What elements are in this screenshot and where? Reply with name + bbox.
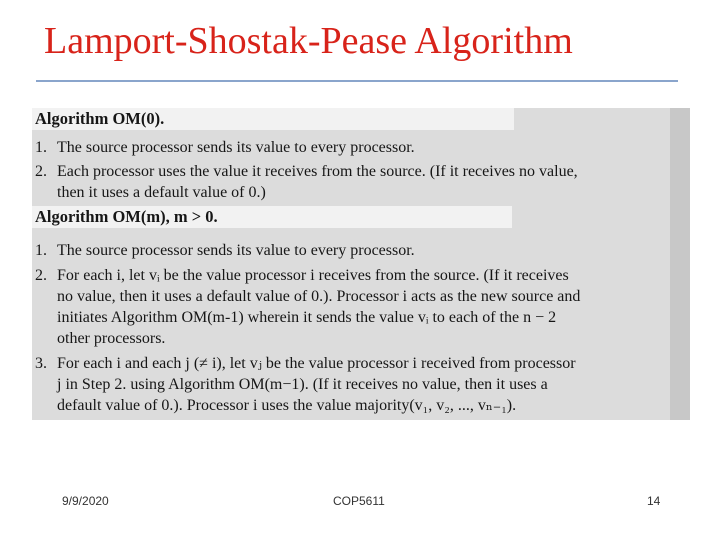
om0-step-2-number: 2. xyxy=(35,163,47,180)
om0-step-1-text: The source processor sends its value to every processor. xyxy=(57,139,415,156)
omm-step-3-text: For each i and each j (≠ i), let vⱼ be the value processor i received from processor xyxy=(57,355,576,372)
footer-course: COP5611 xyxy=(333,494,385,508)
om0-step-2-continuation: then it uses a default value of 0.) xyxy=(57,184,266,201)
title-divider xyxy=(36,80,678,82)
om0-heading: Algorithm OM(0). xyxy=(35,109,165,128)
footer-date: 9/9/2020 xyxy=(62,494,109,508)
om0-step-1-number: 1. xyxy=(35,139,47,156)
scan-side-strip xyxy=(670,108,690,420)
slide-title: Lamport-Shostak-Pease Algorithm xyxy=(44,20,573,62)
omm-heading: Algorithm OM(m), m > 0. xyxy=(35,207,218,226)
omm-step-2 xyxy=(35,265,569,286)
omm-step-2-line-4: other processors. xyxy=(57,330,166,347)
omm-step-1 xyxy=(35,240,415,261)
omm-step-1-number: 1. xyxy=(35,242,47,259)
omm-step-2-line-2: no value, then it uses a default value of 0.). Processor i acts as the new source and xyxy=(57,288,581,305)
omm-step-2-line-3: initiates Algorithm OM(m-1) wherein it sends the value vᵢ to each of the n − 2 xyxy=(57,309,557,326)
footer-page-number: 14 xyxy=(647,494,661,508)
omm-step-2-number: 2. xyxy=(35,267,47,284)
om0-step-2 xyxy=(35,161,578,182)
omm-step-2-text: For each i, let vᵢ be the value processor i receives from the source. (If it receives xyxy=(57,267,569,284)
omm-step-1-text: The source processor sends its value to every processor. xyxy=(57,242,415,259)
om0-step-1 xyxy=(35,137,415,158)
omm-step-3-line-2: j in Step 2. using Algorithm OM(m−1). (If it receives no value, then it uses a xyxy=(57,376,548,393)
omm-step-3-line-3: default value of 0.). Processor i uses the value majority(v₁, v₂, ..., vₙ₋₁). xyxy=(57,397,517,414)
omm-step-3-number: 3. xyxy=(35,355,47,372)
omm-step-3 xyxy=(35,353,576,374)
algorithm-scan-image xyxy=(32,108,690,420)
om0-step-2-text: Each processor uses the value it receives from the source. (If it receives no value, xyxy=(57,163,578,180)
